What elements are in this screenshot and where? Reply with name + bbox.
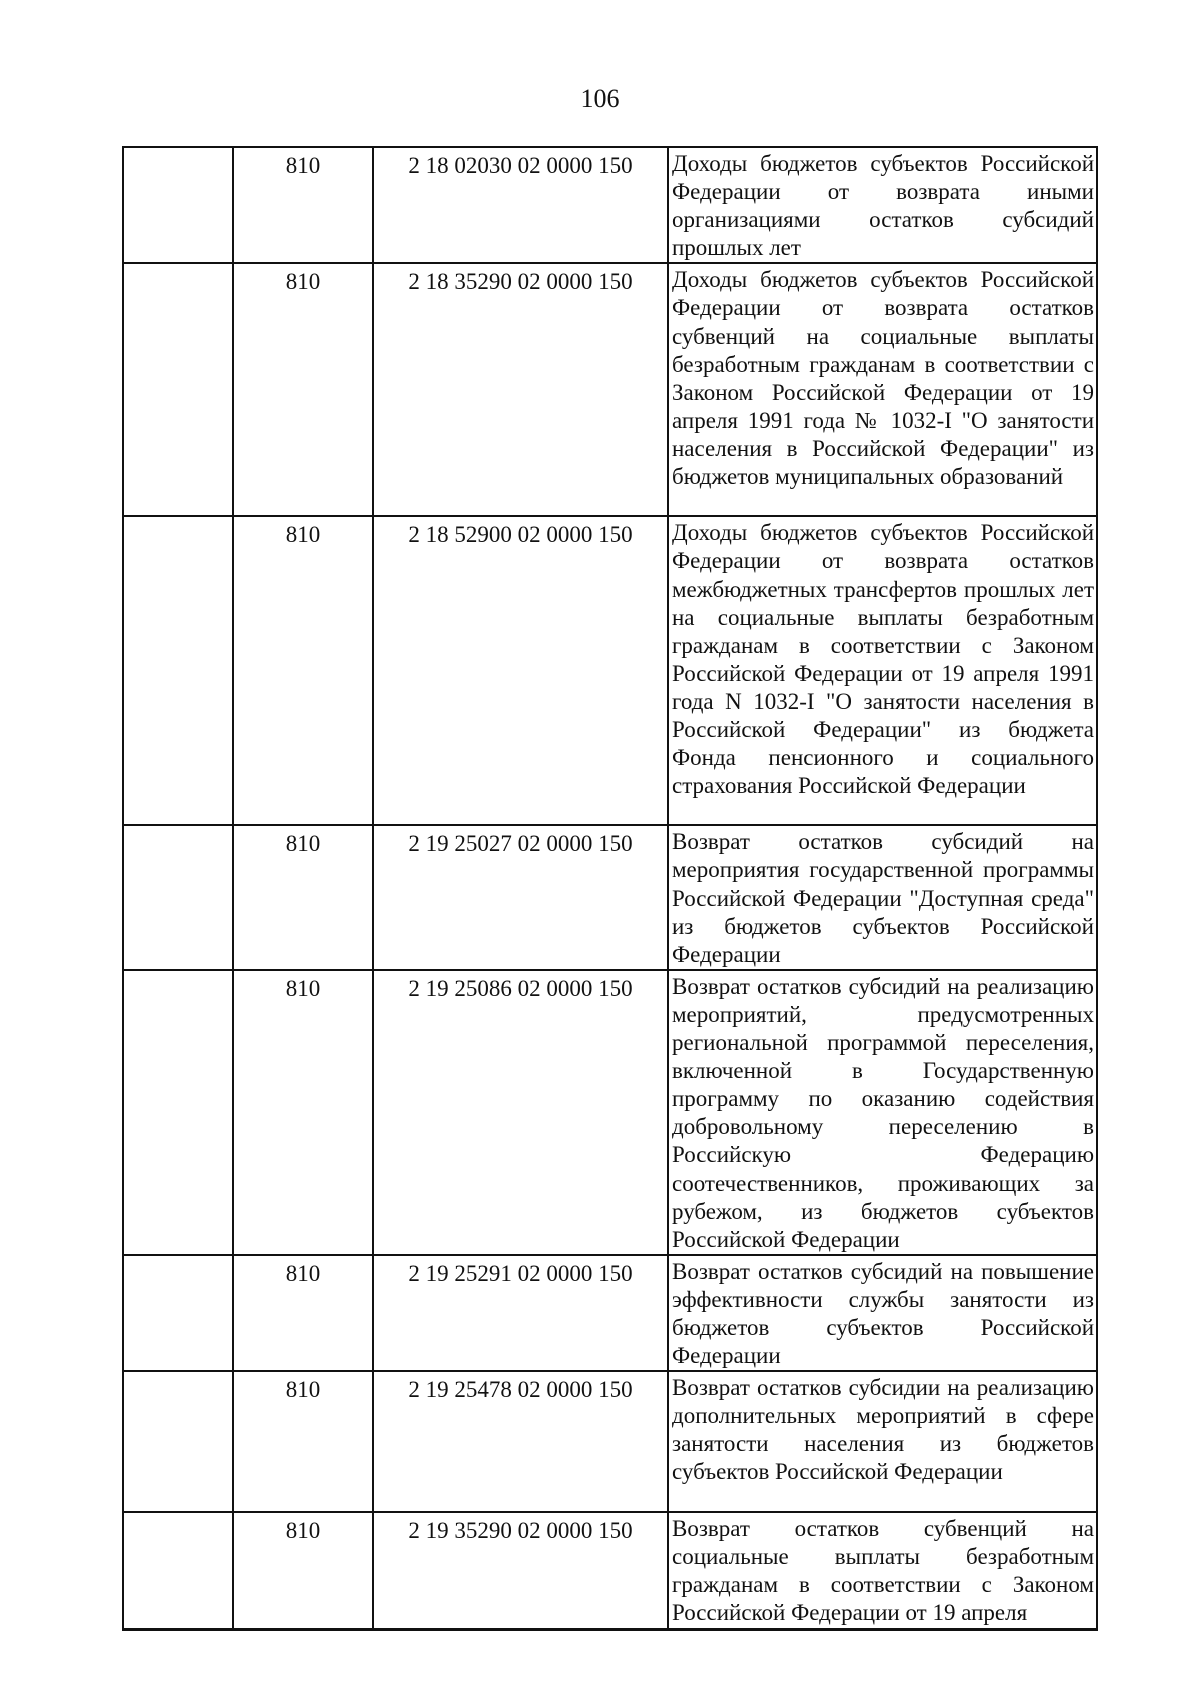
description-cell (668, 147, 1097, 263)
description-cell (668, 516, 1097, 825)
kbk-code-cell: 2 19 25086 02 0000 150 (373, 970, 668, 1255)
admin-code-cell: 810 (233, 147, 373, 263)
empty-cell (123, 1512, 233, 1629)
description-text: Доходы бюджетов субъектов Российской Федерации от возврата иными организациями остатков субсидий прошлых лет (672, 151, 1094, 261)
kbk-code-cell: 2 18 35290 02 0000 150 (373, 263, 668, 516)
admin-code-cell: 810 (233, 1512, 373, 1629)
admin-code-cell: 810 (233, 1255, 373, 1371)
empty-cell (123, 970, 233, 1255)
description-text: Доходы бюджетов субъектов Российской Федерации от возврата остатков межбюджетных трансфертов прошлых лет на социальные выплаты безработным гражданам в соответствии с Законом Российской Федерации от 19 апреля 1991 года N 1032-I "О занятости населения в Российской Федерации" из бюджета Фонда пенсионного и социального страхования Российской Федерации (672, 520, 1094, 799)
admin-code-cell: 810 (233, 263, 373, 516)
admin-code-cell: 810 (233, 1371, 373, 1512)
table-row (123, 825, 1097, 969)
description-cell (668, 1371, 1097, 1512)
table-row (123, 516, 1097, 825)
description-text: Доходы бюджетов субъектов Российской Федерации от возврата остатков субвенций на социальные выплаты безработным гражданам в соответствии с Законом Российской Федерации от 19 апреля 1991 года № 1032-I "О занятости населения в Российской Федерации" из бюджетов муниципальных образований (672, 267, 1094, 490)
table-row (123, 1255, 1097, 1371)
kbk-code-cell: 2 19 25291 02 0000 150 (373, 1255, 668, 1371)
description-text: Возврат остатков субсидий на повышение эффективности службы занятости из бюджетов субъектов Российской Федерации (672, 1258, 1094, 1369)
kbk-code-cell: 2 19 25027 02 0000 150 (373, 825, 668, 969)
empty-cell (123, 1371, 233, 1512)
page-number: 106 (580, 84, 620, 113)
description-cell (668, 970, 1097, 1255)
description-text: Возврат остатков субсидии на реализацию дополнительных мероприятий в сфере занятости населения из бюджетов субъектов Российской Федерации (672, 1375, 1094, 1485)
description-cell (668, 1255, 1097, 1371)
table-row (123, 1371, 1097, 1512)
empty-cell (123, 263, 233, 516)
table-row (123, 970, 1097, 1255)
description-cell (668, 263, 1097, 516)
empty-cell (123, 825, 233, 969)
description-text: Возврат остатков субсидий на реализацию мероприятий, предусмотренных региональной программой переселения, включенной в Государственную программу по оказанию содействия добровольному переселению в Российскую Федерацию соотечественников, проживающих за рубежом, из бюджетов субъектов Российской Федерации (672, 973, 1094, 1252)
kbk-code-cell: 2 19 25478 02 0000 150 (373, 1371, 668, 1512)
empty-cell (123, 147, 233, 263)
description-text: Возврат остатков субвенций на социальные выплаты безработным гражданам в соответствии с Законом Российской Федерации от 19 апреля (672, 1516, 1094, 1626)
kbk-code-cell: 2 19 35290 02 0000 150 (373, 1512, 668, 1629)
description-text: Возврат остатков субсидий на мероприятия государственной программы Российской Федерации "Доступная среда" из бюджетов субъектов Российской Федерации (672, 829, 1094, 967)
kbk-code-cell: 2 18 52900 02 0000 150 (373, 516, 668, 825)
description-cell (668, 1512, 1097, 1629)
table-row (123, 147, 1097, 263)
table-row (123, 263, 1097, 516)
empty-cell (123, 516, 233, 825)
admin-code-cell: 810 (233, 970, 373, 1255)
table-row (123, 1512, 1097, 1629)
empty-cell (123, 1255, 233, 1371)
admin-code-cell: 810 (233, 516, 373, 825)
kbk-code-cell: 2 18 02030 02 0000 150 (373, 147, 668, 263)
admin-code-cell: 810 (233, 825, 373, 969)
revenue-codes-table (122, 146, 1098, 1631)
description-cell (668, 825, 1097, 969)
